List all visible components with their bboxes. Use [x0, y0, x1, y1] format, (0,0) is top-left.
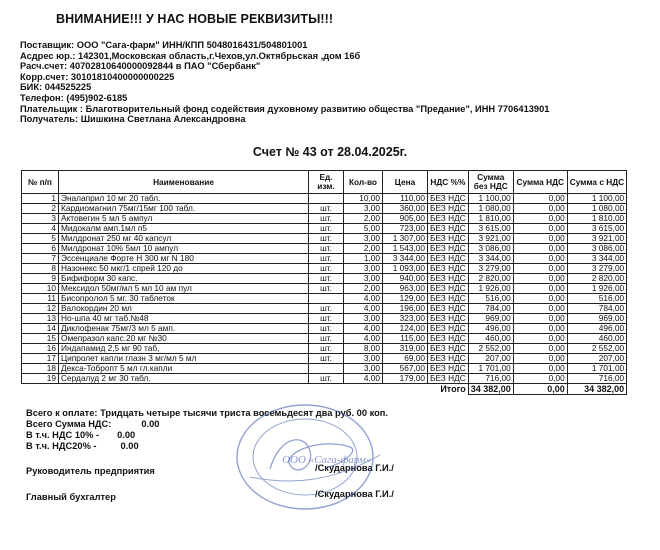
item-vat-sum: 0,00 [513, 374, 567, 384]
item-vat-sum: 0,00 [513, 264, 567, 274]
item-name: Милдронат 10% 5мл 10 ампул [59, 244, 309, 254]
item-name: Бифиформ 30 капс. [59, 274, 309, 284]
item-price: 905,00 [383, 214, 428, 224]
item-price: 940,00 [383, 274, 428, 284]
item-vat-rate: БЕЗ НДС [428, 254, 469, 264]
item-sum-no-vat: 716,00 [468, 374, 513, 384]
item-vat-sum: 0,00 [513, 224, 567, 234]
invoice-table [21, 170, 627, 395]
requisite-line [20, 51, 549, 62]
item-sum-with-vat: 1 926,00 [567, 284, 626, 294]
item-unit: шт. [309, 244, 344, 254]
item-sum-no-vat: 1 080,00 [468, 204, 513, 214]
row-number: 1 [22, 194, 59, 204]
table-header-row [22, 171, 627, 194]
row-number: 11 [22, 294, 59, 304]
item-unit: шт. [309, 304, 344, 314]
director-label: Руководитель предприятия [26, 466, 155, 476]
item-qty: 4,00 [344, 374, 383, 384]
item-price: 963,00 [383, 284, 428, 294]
requisite-line [20, 40, 549, 51]
item-vat-sum: 0,00 [513, 304, 567, 314]
item-sum-with-vat: 1 701,00 [567, 364, 626, 374]
requisite-line [20, 114, 549, 125]
item-sum-no-vat: 3 279,00 [468, 264, 513, 274]
requisite-value: 044525225 [44, 82, 92, 93]
item-vat-rate: БЕЗ НДС [428, 374, 469, 384]
col-header-vat-rate: НДС %% [428, 171, 469, 194]
item-name: Эналаприл 10 мг 20 табл. [59, 194, 309, 204]
item-sum-no-vat: 2 552,00 [468, 344, 513, 354]
item-vat-sum: 0,00 [513, 214, 567, 224]
requisite-value: (495)902-6185 [66, 92, 128, 103]
requisite-value: Благотворительный фонд содействия духовному развитию общества "Предание", ИНН 7706413901 [85, 103, 550, 114]
total-label: Итого [440, 384, 466, 395]
item-name: Мексидол 50мг/мл 5 мл 10 ам пул [59, 284, 309, 294]
item-vat-sum: 0,00 [513, 244, 567, 254]
item-vat-rate: БЕЗ НДС [428, 244, 469, 254]
item-unit: шт. [309, 274, 344, 284]
vat20-label: В т.ч. НДС20% - [26, 441, 97, 451]
item-sum-no-vat: 1 100,00 [468, 194, 513, 204]
item-price: 319,00 [383, 344, 428, 354]
item-vat-sum: 0,00 [513, 364, 567, 374]
item-vat-sum: 0,00 [513, 234, 567, 244]
item-qty: 8,00 [344, 344, 383, 354]
item-vat-rate: БЕЗ НДС [428, 294, 469, 304]
item-vat-rate: БЕЗ НДС [428, 354, 469, 364]
row-number: 2 [22, 204, 59, 214]
item-name: Бисопролол 5 мг. 30 таблеток [59, 294, 309, 304]
item-sum-with-vat: 3 615,00 [567, 224, 626, 234]
item-sum-no-vat: 516,00 [468, 294, 513, 304]
requisites-block [20, 40, 549, 125]
table-row [22, 264, 627, 274]
table-row [22, 374, 627, 384]
item-vat-sum: 0,00 [513, 284, 567, 294]
item-unit [309, 294, 344, 304]
table-row [22, 304, 627, 314]
item-name: Актовегин 5 мл 5 ампул [59, 214, 309, 224]
requisite-label: Плательщик : [20, 103, 83, 114]
item-sum-no-vat: 3 615,00 [468, 224, 513, 234]
item-unit: шт. [309, 374, 344, 384]
item-sum-no-vat: 460,00 [468, 334, 513, 344]
item-price: 69,00 [383, 354, 428, 364]
item-vat-rate: БЕЗ НДС [428, 264, 469, 274]
item-vat-sum: 0,00 [513, 344, 567, 354]
item-sum-with-vat: 1 100,00 [567, 194, 626, 204]
row-number: 7 [22, 254, 59, 264]
row-number: 19 [22, 374, 59, 384]
item-vat-sum: 0,00 [513, 314, 567, 324]
item-vat-sum: 0,00 [513, 204, 567, 214]
vat10-value: 0.00 [117, 430, 136, 440]
vat10-label: В т.ч. НДС 10% - [26, 430, 100, 440]
item-sum-with-vat: 2 552,00 [567, 344, 626, 354]
requisite-value: 40702810640000092844 в ПАО "Сбербанк" [69, 61, 261, 72]
item-vat-rate: БЕЗ НДС [428, 234, 469, 244]
row-number: 3 [22, 214, 59, 224]
item-sum-no-vat: 1 810,00 [468, 214, 513, 224]
total-vat: 0,00 [513, 384, 567, 395]
table-row [22, 314, 627, 324]
requisite-line [20, 93, 549, 104]
item-name: Декса-Тобропт 5 мл гл.капли [59, 364, 309, 374]
item-unit: шт. [309, 224, 344, 234]
table-row [22, 344, 627, 354]
item-unit: шт. [309, 354, 344, 364]
table-row [22, 334, 627, 344]
col-header-unit: Ед. изм. [309, 171, 344, 194]
requisite-line [20, 72, 549, 83]
item-sum-no-vat: 3 344,00 [468, 254, 513, 264]
item-sum-with-vat: 716,00 [567, 374, 626, 384]
item-qty: 2,00 [344, 214, 383, 224]
row-number: 18 [22, 364, 59, 374]
item-vat-sum: 0,00 [513, 274, 567, 284]
requisite-value: 142301,Московская область,г.Чехов,ул.Октябрьская ,дом 16б [78, 50, 361, 61]
item-qty: 3,00 [344, 364, 383, 374]
total-row [22, 384, 627, 395]
item-price: 3 344,00 [383, 254, 428, 264]
col-header-sum-no-vat: Сумма без НДС [468, 171, 513, 194]
item-sum-no-vat: 969,00 [468, 314, 513, 324]
accountant-name: /Скударнова Г.И./ [315, 489, 394, 499]
item-qty: 4,00 [344, 304, 383, 314]
item-vat-rate: БЕЗ НДС [428, 274, 469, 284]
item-vat-sum: 0,00 [513, 254, 567, 264]
item-qty: 2,00 [344, 244, 383, 254]
item-sum-with-vat: 969,00 [567, 314, 626, 324]
item-unit: шт. [309, 284, 344, 294]
item-sum-no-vat: 2 820,00 [468, 274, 513, 284]
item-qty: 4,00 [344, 324, 383, 334]
item-sum-with-vat: 496,00 [567, 324, 626, 334]
notice-heading: ВНИМАНИЕ!!! У НАС НОВЫЕ РЕКВИЗИТЫ!!! [56, 12, 334, 26]
item-unit: шт. [309, 344, 344, 354]
item-unit: шт. [309, 264, 344, 274]
item-vat-rate: БЕЗ НДС [428, 334, 469, 344]
item-sum-no-vat: 1 926,00 [468, 284, 513, 294]
item-name: Ципролет капли глазн 3 мг/мл 5 мл [59, 354, 309, 364]
vat20-value: 0.00 [120, 441, 139, 451]
item-sum-with-vat: 460,00 [567, 334, 626, 344]
col-header-name: Наименование [59, 171, 309, 194]
invoice-title: Счет № 43 от 28.04.2025г. [252, 145, 408, 159]
item-qty: 3,00 [344, 204, 383, 214]
item-name: Милдронат 250 мг 40 капсул [59, 234, 309, 244]
item-unit: шт. [309, 314, 344, 324]
item-vat-rate: БЕЗ НДС [428, 214, 469, 224]
row-number: 14 [22, 324, 59, 334]
item-sum-no-vat: 3 086,00 [468, 244, 513, 254]
item-name: Индапамид 2,5 мг 90 таб, [59, 344, 309, 354]
col-header-qty: Кол-во [344, 171, 383, 194]
item-name: Омепразол капс.20 мг №30 [59, 334, 309, 344]
item-sum-no-vat: 1 701,00 [468, 364, 513, 374]
item-qty: 3,00 [344, 354, 383, 364]
item-price: 723,00 [383, 224, 428, 234]
table-row [22, 194, 627, 204]
item-vat-sum: 0,00 [513, 354, 567, 364]
item-qty: 3,00 [344, 234, 383, 244]
total-without-vat: 34 382,00 [468, 384, 513, 395]
requisite-value: Шишкина Светлана Александровна [80, 114, 246, 125]
item-price: 129,00 [383, 294, 428, 304]
item-price: 115,00 [383, 334, 428, 344]
item-name: Эссенциале Форте Н 300 мг N 180 [59, 254, 309, 264]
row-number: 16 [22, 344, 59, 354]
requisite-value: 30101810400000000225 [70, 71, 175, 82]
table-row [22, 224, 627, 234]
item-vat-rate: БЕЗ НДС [428, 194, 469, 204]
item-price: 1 307,00 [383, 234, 428, 244]
total-in-words: Всего к оплате: Тридцать четыре тысячи триста восемьдесят два руб. 00 коп. [26, 408, 388, 418]
item-sum-with-vat: 3 086,00 [567, 244, 626, 254]
accountant-label: Главный бухгалтер [26, 492, 116, 502]
row-number: 6 [22, 244, 59, 254]
item-unit: шт. [309, 324, 344, 334]
table-row [22, 204, 627, 214]
item-sum-no-vat: 784,00 [468, 304, 513, 314]
table-row [22, 234, 627, 244]
row-number: 5 [22, 234, 59, 244]
row-number: 15 [22, 334, 59, 344]
requisite-label: Поставщик: [20, 40, 75, 50]
col-header-no: № п/п [22, 171, 59, 194]
item-unit: шт. [309, 254, 344, 264]
row-number: 8 [22, 264, 59, 274]
item-unit [309, 194, 344, 204]
item-sum-with-vat: 1 080,00 [567, 204, 626, 214]
item-unit [309, 364, 344, 374]
requisite-value: ООО "Сага-фарм" ИНН/КПП 5048016431/504801001 [76, 40, 308, 50]
item-vat-rate: БЕЗ НДС [428, 304, 469, 314]
vat-sum-label: Всего Сумма НДС: [26, 419, 112, 429]
table-row [22, 254, 627, 264]
director-name: /Скударнова Г.И./ [315, 463, 394, 473]
row-number: 12 [22, 304, 59, 314]
item-vat-rate: БЕЗ НДС [428, 324, 469, 334]
item-qty: 4,00 [344, 294, 383, 304]
item-sum-with-vat: 3 344,00 [567, 254, 626, 264]
item-qty: 10,00 [344, 194, 383, 204]
company-stamp [210, 395, 400, 525]
table-row [22, 214, 627, 224]
requisite-label: БИК: [20, 82, 43, 93]
item-unit: шт. [309, 234, 344, 244]
item-vat-sum: 0,00 [513, 334, 567, 344]
item-sum-with-vat: 784,00 [567, 304, 626, 314]
item-sum-with-vat: 3 279,00 [567, 264, 626, 274]
row-number: 10 [22, 284, 59, 294]
requisite-label: Телефон: [20, 92, 64, 103]
item-vat-rate: БЕЗ НДС [428, 204, 469, 214]
item-name: Диклофенак 75мг/3 мл 5 амп. [59, 324, 309, 334]
item-name: Кардиомагнил 75мг/15мг 100 табл. [59, 204, 309, 214]
item-price: 179,00 [383, 374, 428, 384]
item-sum-no-vat: 207,00 [468, 354, 513, 364]
row-number: 9 [22, 274, 59, 284]
col-header-price: Цена [383, 171, 428, 194]
requisite-line [20, 82, 549, 93]
item-sum-with-vat: 2 820,00 [567, 274, 626, 284]
requisite-label: Расч.счет: [20, 61, 68, 72]
item-vat-rate: БЕЗ НДС [428, 314, 469, 324]
requisite-line [20, 104, 549, 115]
item-vat-sum: 0,00 [513, 194, 567, 204]
table-row [22, 244, 627, 254]
item-sum-no-vat: 3 921,00 [468, 234, 513, 244]
item-sum-with-vat: 516,00 [567, 294, 626, 304]
item-name: Мидокалм амп.1мл п5 [59, 224, 309, 234]
col-header-sum-with-vat: Сумма с НДС [567, 171, 626, 194]
item-vat-rate: БЕЗ НДС [428, 224, 469, 234]
item-price: 567,00 [383, 364, 428, 374]
item-qty: 2,00 [344, 284, 383, 294]
row-number: 4 [22, 224, 59, 234]
item-sum-with-vat: 1 810,00 [567, 214, 626, 224]
requisite-line [20, 61, 549, 72]
table-row [22, 354, 627, 364]
requisite-label: Асдрес юр.: [20, 50, 76, 61]
item-unit: шт. [309, 334, 344, 344]
row-number: 13 [22, 314, 59, 324]
item-vat-rate: БЕЗ НДС [428, 364, 469, 374]
item-price: 196,00 [383, 304, 428, 314]
item-sum-with-vat: 3 921,00 [567, 234, 626, 244]
table-row [22, 274, 627, 284]
item-sum-no-vat: 496,00 [468, 324, 513, 334]
item-vat-sum: 0,00 [513, 324, 567, 334]
item-qty: 3,00 [344, 274, 383, 284]
stamp-text: ООО «Сага-фарм» [282, 454, 372, 466]
vat-sum-value: 0.00 [141, 419, 160, 429]
table-row [22, 284, 627, 294]
item-unit: шт. [309, 214, 344, 224]
item-name: Сердалуд 2 мг 30 табл. [59, 374, 309, 384]
item-sum-with-vat: 207,00 [567, 354, 626, 364]
row-number: 17 [22, 354, 59, 364]
table-row [22, 294, 627, 304]
table-row [22, 364, 627, 374]
item-qty: 3,00 [344, 314, 383, 324]
item-price: 360,00 [383, 204, 428, 214]
item-price: 1 543,00 [383, 244, 428, 254]
item-vat-rate: БЕЗ НДС [428, 344, 469, 354]
item-unit: шт. [309, 204, 344, 214]
item-price: 110,00 [383, 194, 428, 204]
item-name: Валокордин 20 мл [59, 304, 309, 314]
item-qty: 4,00 [344, 334, 383, 344]
item-name: Назонекс 50 мкг/1 спрей 120 до [59, 264, 309, 274]
item-price: 1 093,00 [383, 264, 428, 274]
item-qty: 5,00 [344, 224, 383, 234]
item-vat-sum: 0,00 [513, 294, 567, 304]
item-qty: 1,00 [344, 254, 383, 264]
item-name: Но-шпа 40 мг таб.№48 [59, 314, 309, 324]
col-header-vat-sum: Сумма НДС [513, 171, 567, 194]
item-vat-rate: БЕЗ НДС [428, 284, 469, 294]
item-qty: 3,00 [344, 264, 383, 274]
requisite-label: Получатель: [20, 114, 79, 125]
requisite-label: Корр.счет: [20, 71, 69, 82]
item-price: 323,00 [383, 314, 428, 324]
table-row [22, 324, 627, 334]
item-price: 124,00 [383, 324, 428, 334]
total-with-vat: 34 382,00 [567, 384, 626, 395]
